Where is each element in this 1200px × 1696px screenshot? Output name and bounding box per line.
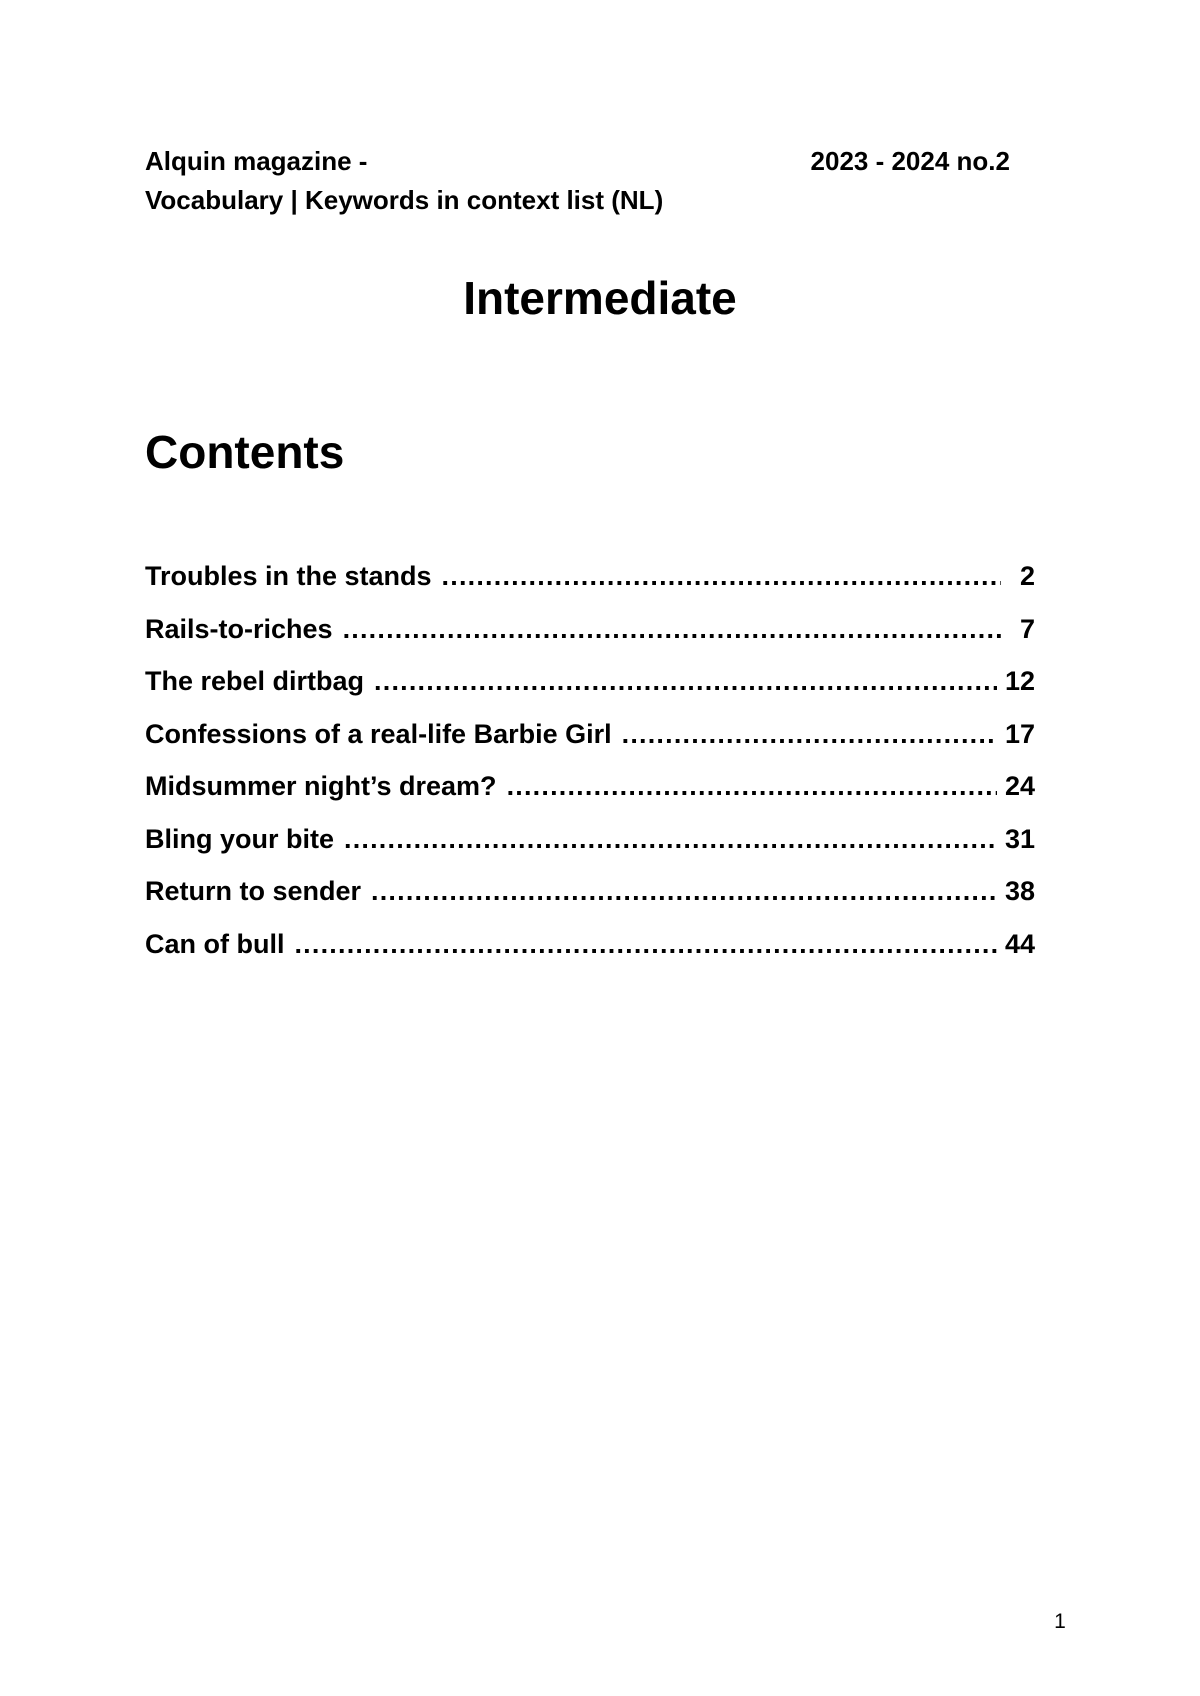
toc-entry-page: 24 — [1004, 771, 1035, 801]
toc-entry-title: Return to sender — [145, 876, 362, 906]
toc-leader-dots — [442, 556, 1001, 596]
toc-entry-title: Bling your bite — [145, 823, 334, 854]
toc-leader-dots — [294, 924, 996, 964]
publication-name: Alquin magazine - — [145, 146, 368, 176]
page-number: 1 — [1054, 1610, 1066, 1633]
toc-entry-title: Confessions of a real-life Barbie Girl — [145, 718, 612, 749]
toc-entry-title: Rails-to-riches — [145, 613, 333, 644]
toc-leader-dots — [344, 819, 997, 859]
toc-entry-page: 17 — [1004, 718, 1035, 749]
toc-entry[interactable] — [145, 766, 1035, 819]
toc-entry[interactable] — [145, 609, 1035, 662]
toc-entry-title: The rebel dirtbag — [145, 666, 365, 696]
toc-entry-title: Can of bull — [145, 928, 285, 959]
toc-leader-dots — [374, 661, 997, 701]
contents-heading: Contents — [145, 426, 345, 478]
issue-number: 2023 - 2024 no.2 — [810, 146, 1010, 176]
toc-entry-page: 31 — [1004, 823, 1035, 854]
toc-leader-dots — [507, 766, 997, 806]
toc-entry-title: Midsummer night’s dream? — [145, 771, 497, 801]
header-top-row — [145, 142, 1015, 181]
toc-entry[interactable] — [145, 556, 1035, 609]
toc-entry[interactable] — [145, 924, 1035, 977]
header-subtitle: Vocabulary | Keywords in context list (NL) — [145, 185, 664, 215]
toc-leader-dots — [371, 871, 997, 911]
page-header — [145, 142, 1015, 220]
level-title: Intermediate — [463, 272, 737, 324]
toc-entry[interactable] — [145, 714, 1035, 767]
toc-entry-page: 38 — [1004, 876, 1035, 906]
toc-entry-title: Troubles in the stands — [145, 561, 432, 591]
toc-entry[interactable] — [145, 871, 1035, 924]
toc-entry[interactable] — [145, 819, 1035, 872]
toc-entry[interactable] — [145, 661, 1035, 714]
toc-leader-dots — [343, 609, 1001, 649]
toc-entry-page: 2 — [1019, 561, 1035, 591]
toc-entry-page: 44 — [1004, 928, 1035, 959]
toc-entry-page: 12 — [1004, 666, 1035, 696]
toc-leader-dots — [622, 714, 997, 754]
table-of-contents — [145, 556, 1035, 976]
toc-entry-page: 7 — [1019, 613, 1035, 644]
